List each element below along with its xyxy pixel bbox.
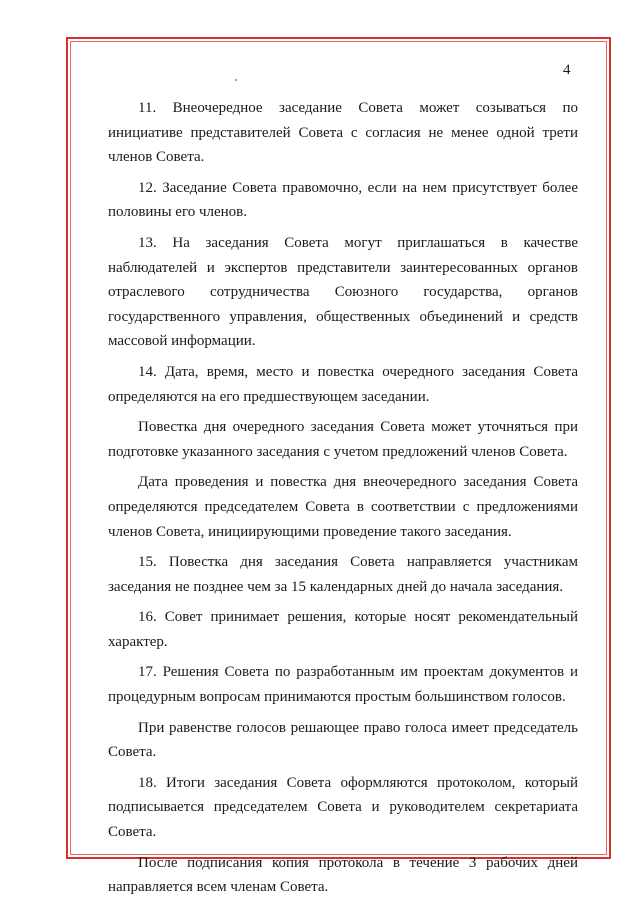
paragraph-14-agenda: Повестка дня очередного заседания Совета может уточняться при подготовке указанного заседания с учетом предложений членов Совета. <box>108 419 578 460</box>
paragraph-13: 13. На заседания Совета могут приглашаться в качестве наблюдателей и экспертов представители заинтересованных органов отраслевого сотрудничества Союзного государства, органов государственного управления, общественных объединений и средств массовой информации. <box>108 234 578 350</box>
paragraph-14-extraordinary: Дата проведения и повестка дня внеочередного заседания Совета определяются председателем Совета в соответствии с предложениями членов Совета, инициирующими проведение такого заседания. <box>108 474 578 540</box>
paragraph-18: 18. Итоги заседания Совета оформляются протоколом, который подписывается председателем Совета и руководителем секретариата Совета. <box>108 774 578 841</box>
paragraph-12: 12. Заседание Совета правомочно, если на нем присутствует более половины его членов. <box>108 179 578 221</box>
scan-speck <box>235 79 237 81</box>
paragraph-18-copy: После подписания копия протокола в течение 3 рабочих дней направляется всем членам Совета. <box>108 854 578 896</box>
paragraph-14: 14. Дата, время, место и повестка очередного заседания Совета определяются на его предшествующем заседании. <box>108 363 578 405</box>
paragraph-17: 17. Решения Совета по разработанным им проектам документов и процедурным вопросам принимаются простым большинством голосов. <box>108 664 578 706</box>
paragraph-17-tie: При равенстве голосов решающее право голоса имеет председатель Совета. <box>108 719 578 761</box>
paragraph-15: 15. Повестка дня заседания Совета направляется участникам заседания не позднее чем за 15 календарных дней до начала заседания. <box>108 554 578 595</box>
page-number: 4 <box>563 62 571 78</box>
paragraph-11: 11. Внеочередное заседание Совета может созываться по инициативе представителей Совета с согласия не менее одной трети членов Совета. <box>108 100 578 166</box>
document-body <box>108 96 578 906</box>
paragraph-16: 16. Совет принимает решения, которые носят рекомендательный характер. <box>108 609 578 650</box>
